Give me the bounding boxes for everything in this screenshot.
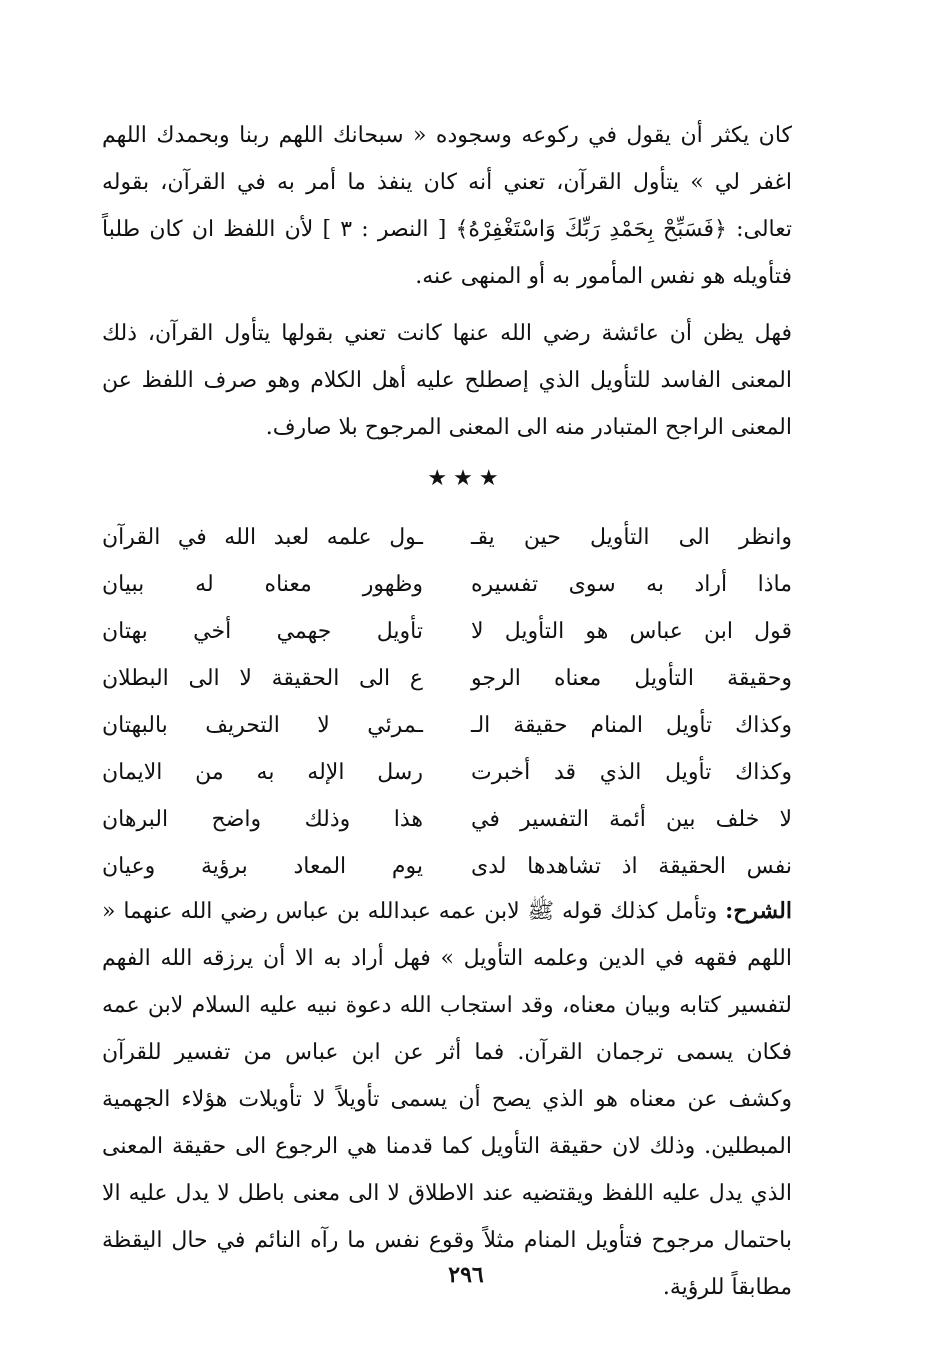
poem-verse — [102, 796, 792, 843]
verse-second-hemistich: وظهور معناه له ببيان — [102, 572, 423, 597]
verse-first-hemistich: وكذاك تأويل المنام حقيقة الـ — [471, 713, 792, 738]
verse-first-hemistich: وانظر الى التأويل حين يقـ — [471, 525, 792, 550]
poem-verse — [102, 561, 792, 608]
poem-verse — [102, 843, 792, 890]
paragraph-1: كان يكثر أن يقول في ركوعه وسجوده « سبحانك اللهم ربنا وبحمدك اللهم اغفر لي » يتأول القرآن، تعني أنه كان ينفذ ما أمر به في القرآن، بقوله تعالى: ﴿فَسَبِّحْ بِحَمْدِ رَبِّكَ وَاسْتَغْفِرْهُ﴾ [ النصر : ٣ ] لأن اللفظ ان كان طلباً فتأويله هو نفس المأمور به أو المنهى عنه. — [102, 123, 792, 289]
verse-second-hemistich: هذا وذلك واضح البرهان — [102, 807, 423, 832]
verse-second-hemistich: ـول علمه لعبد الله في القرآن — [102, 525, 423, 550]
paragraph-2: فهل يظن أن عائشة رضي الله عنها كانت تعني بقولها يتأول القرآن، ذلك المعنى الفاسد للتأويل الذي إصطلح عليه أهل الكلام وهو صرف اللفظ عن المعنى الراجح المتبادر منه الى المعنى المرجوح بلا صارف. — [102, 321, 792, 440]
commentary-label: الشرح: — [725, 898, 792, 924]
verse-first-hemistich: وكذاك تأويل الذي قد أخبرت — [471, 760, 792, 785]
verse-first-hemistich: لا خلف بين أئمة التفسير في — [471, 807, 792, 832]
page-number: ٢٩٦ — [448, 1262, 484, 1288]
verse-first-hemistich: نفس الحقيقة اذ تشاهدها لدى — [471, 854, 792, 879]
verse-second-hemistich: يوم المعاد برؤية وعيان — [102, 854, 423, 879]
section-separator: ★★★ — [427, 466, 505, 491]
poem-verse — [102, 608, 792, 655]
verse-second-hemistich: ـمرئي لا التحريف بالبهتان — [102, 713, 423, 738]
verse-first-hemistich: وحقيقة التأويل معناه الرجو — [471, 666, 792, 691]
poem — [102, 514, 792, 890]
verse-first-hemistich: قول ابن عباس هو التأويل لا — [471, 619, 792, 644]
commentary-text: وتأمل كذلك قوله ﷺ لابن عمه عبدالله بن عباس رضي الله عنهما « اللهم فقهه في الدين وعلمه التأويل » فهل أراد به الا أن يرزقه الله الفهم لتفسير كتابه وبيان معناه، وقد استجاب الله دعوة نبيه عليه السلام لابن عمه فكان يسمى ترجمان القرآن. فما أثر عن ابن عباس من تفسير للقرآن وكشف عن معناه هو الذي يصح أن يسمى تأويلاً لا تأويلات هؤلاء الجهمية المبطلين. وذلك لان حقيقة التأويل كما قدمنا هي الرجوع الى حقيقة المعنى الذي يدل عليه اللفظ ويقتضيه عند الاطلاق لا الى معنى باطل لا يدل عليه الا باحتمال مرجوح فتأويل المنام مثلاً وقوع نفس ما رآه النائم في حال اليقظة مطابقاً للرؤية. — [102, 899, 792, 1300]
verse-second-hemistich: رسل الإله به من الايمان — [102, 760, 423, 785]
poem-verse — [102, 655, 792, 702]
verse-first-hemistich: ماذا أراد به سوى تفسيره — [471, 572, 792, 597]
verse-second-hemistich: ع الى الحقيقة لا الى البطلان — [102, 666, 423, 691]
poem-verse — [102, 702, 792, 749]
commentary-paragraph — [102, 888, 792, 1311]
poem-verse — [102, 749, 792, 796]
poem-verse — [102, 514, 792, 561]
verse-second-hemistich: تأويل جهمي أخي بهتان — [102, 619, 423, 644]
